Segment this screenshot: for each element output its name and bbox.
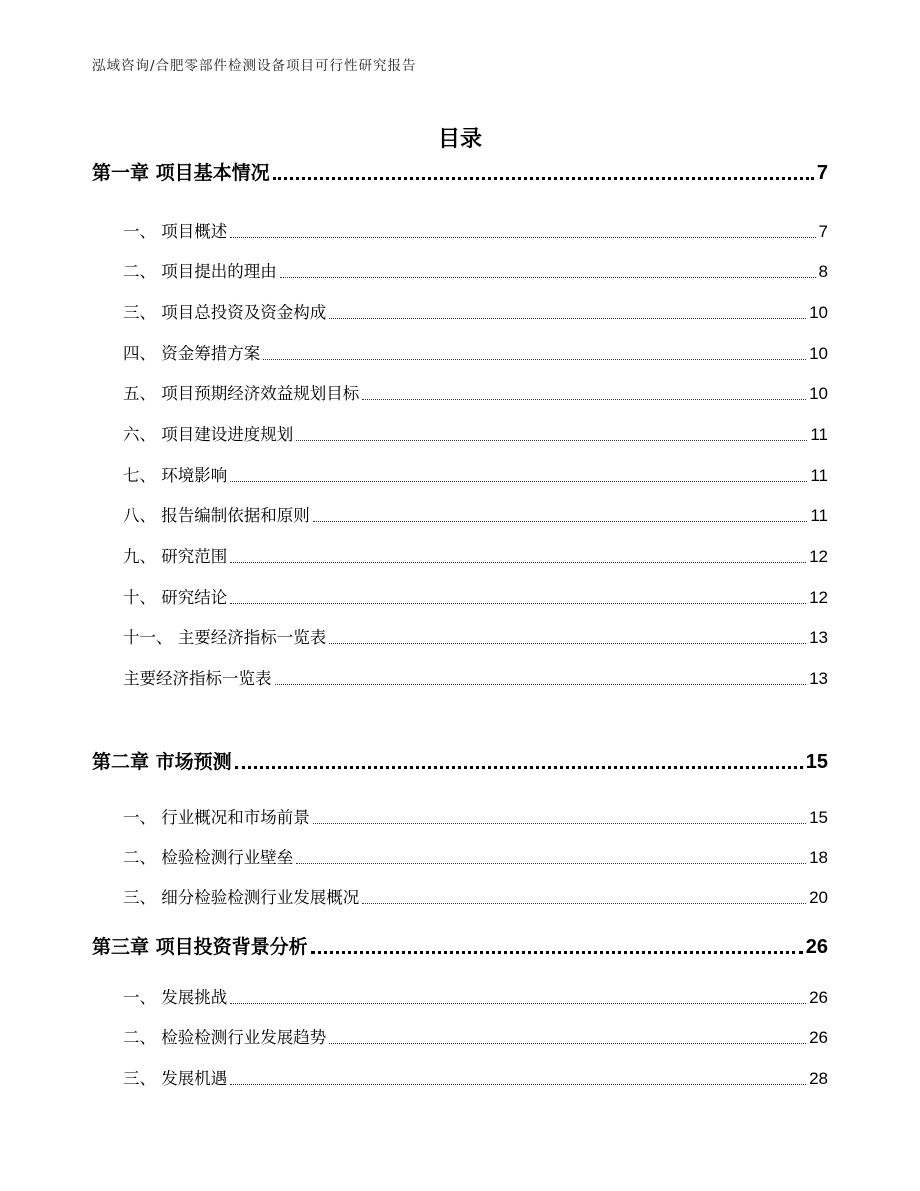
toc-entry-label: 四、 资金筹措方案	[123, 344, 261, 363]
toc-section-entry[interactable]	[123, 844, 828, 868]
toc-page-number: 7	[818, 222, 828, 241]
dot-leader	[280, 277, 816, 278]
toc-page-number: 26	[809, 1028, 828, 1047]
toc-entry-label: 六、 项目建设进度规划	[123, 425, 294, 444]
toc-page-number: 10	[809, 303, 828, 322]
dot-leader	[263, 359, 806, 360]
toc-section-entry[interactable]	[123, 258, 828, 282]
toc-page-number: 11	[810, 466, 828, 485]
toc-page-number: 15	[805, 751, 828, 773]
toc-entry-label: 十、 研究结论	[123, 588, 228, 607]
toc-section-entry[interactable]	[123, 1024, 828, 1048]
dot-leader	[230, 562, 806, 563]
dot-leader	[235, 766, 803, 769]
toc-page-number: 18	[809, 848, 828, 867]
dot-leader	[230, 1084, 806, 1085]
dot-leader	[362, 399, 806, 400]
toc-entry-label: 第一章 项目基本情况	[92, 162, 270, 184]
dot-leader	[275, 684, 807, 685]
toc-section-entry[interactable]	[123, 584, 828, 608]
toc-entry-label: 第二章 市场预测	[92, 751, 232, 773]
toc-entry-label: 第三章 项目投资背景分析	[92, 936, 308, 958]
toc-entry-label: 二、 检验检测行业发展趋势	[123, 1028, 327, 1047]
toc-section-entry[interactable]	[123, 462, 828, 486]
toc-section-entry[interactable]	[123, 1065, 828, 1089]
dot-leader	[230, 237, 815, 238]
dot-leader	[362, 903, 806, 904]
toc-entry-label: 八、 报告编制依据和原则	[123, 506, 310, 525]
toc-entry-label: 三、 项目总投资及资金构成	[123, 303, 327, 322]
dot-leader	[329, 643, 806, 644]
dot-leader	[313, 823, 806, 824]
toc-section-entry[interactable]	[123, 984, 828, 1008]
running-header: 泓域咨询/合肥零部件检测设备项目可行性研究报告	[92, 58, 417, 74]
toc-section-entry[interactable]	[123, 340, 828, 364]
toc-section-entry[interactable]	[123, 543, 828, 567]
toc-section-entry[interactable]	[123, 502, 828, 526]
toc-section-entry[interactable]	[123, 665, 828, 689]
toc-entry-label: 三、 发展机遇	[123, 1069, 228, 1088]
dot-leader	[313, 521, 808, 522]
toc-entry-label: 九、 研究范围	[123, 547, 228, 566]
toc-page-number: 20	[809, 888, 828, 907]
dot-leader	[296, 863, 806, 864]
toc-page-number: 13	[809, 628, 828, 647]
toc-section-entry[interactable]	[123, 380, 828, 404]
toc-page-number: 7	[816, 162, 828, 184]
toc-page-number: 11	[810, 425, 828, 444]
toc-section-entry[interactable]	[123, 299, 828, 323]
toc-entry-label: 三、 细分检验检测行业发展概况	[123, 888, 360, 907]
toc-entry-label: 五、 项目预期经济效益规划目标	[123, 384, 360, 403]
toc-chapter-entry[interactable]	[92, 932, 828, 959]
toc-page-number: 26	[805, 936, 828, 958]
dot-leader	[273, 177, 814, 180]
toc-entry-label: 十一、 主要经济指标一览表	[123, 628, 327, 647]
toc-entry-label: 一、 发展挑战	[123, 988, 228, 1007]
dot-leader	[230, 481, 807, 482]
dot-leader	[329, 318, 806, 319]
toc-entry-label: 七、 环境影响	[123, 466, 228, 485]
toc-entry-label: 二、 项目提出的理由	[123, 262, 277, 281]
toc-section-entry[interactable]	[123, 624, 828, 648]
toc-page-number: 28	[809, 1069, 828, 1088]
toc-chapter-entry[interactable]	[92, 747, 828, 774]
dot-leader	[329, 1043, 806, 1044]
toc-section-entry[interactable]	[123, 218, 828, 242]
toc-chapter-entry[interactable]	[92, 158, 828, 185]
toc-section-entry[interactable]	[123, 884, 828, 908]
toc-page-number: 26	[809, 988, 828, 1007]
toc-entry-label: 主要经济指标一览表	[123, 669, 272, 688]
toc-page-number: 13	[809, 669, 828, 688]
toc-entry-label: 一、 项目概述	[123, 222, 228, 241]
toc-page-number: 12	[809, 547, 828, 566]
toc-page-number: 11	[810, 506, 828, 525]
dot-leader	[230, 1003, 806, 1004]
toc-section-entry[interactable]	[123, 421, 828, 445]
toc-page-number: 10	[809, 344, 828, 363]
dot-leader	[296, 440, 807, 441]
toc-section-entry[interactable]	[123, 804, 828, 828]
toc-page-number: 8	[818, 262, 828, 281]
dot-leader	[311, 951, 803, 954]
toc-page-number: 12	[809, 588, 828, 607]
toc-entry-label: 一、 行业概况和市场前景	[123, 808, 310, 827]
toc-page-number: 15	[809, 808, 828, 827]
toc-entry-label: 二、 检验检测行业壁垒	[123, 848, 294, 867]
toc-page-number: 10	[809, 384, 828, 403]
dot-leader	[230, 603, 806, 604]
toc-title: 目录	[437, 127, 482, 152]
